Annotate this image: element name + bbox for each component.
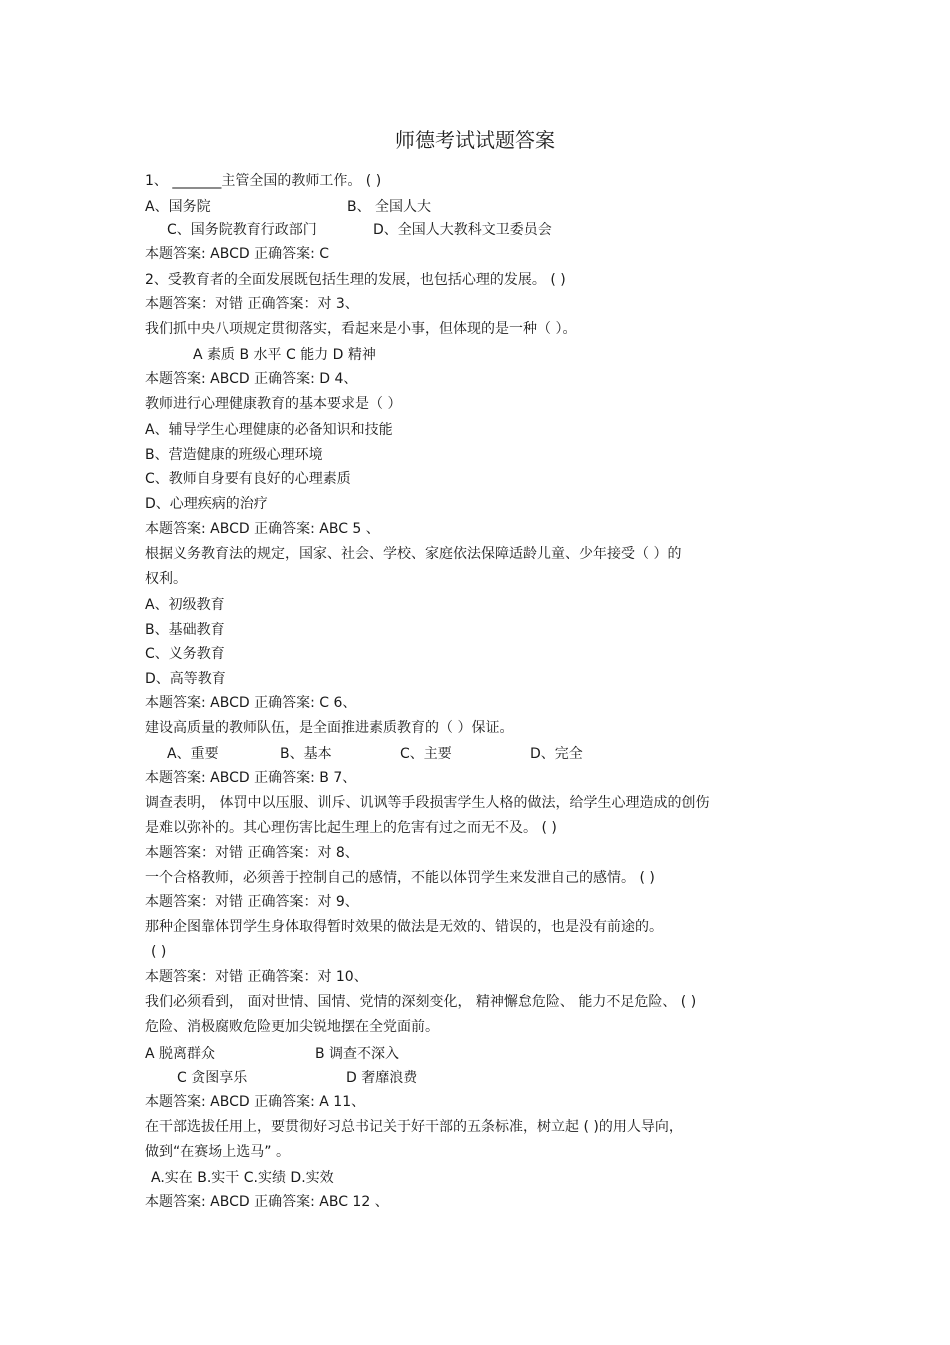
question-line: 我们抓中央八项规定贯彻落实，看起来是小事，但体现的是一种（ ）。	[145, 321, 577, 337]
question-line: 调查表明， 体罚中以压服、训斥、讥讽等手段损害学生人格的做法，给学生心理造成的创伤	[145, 795, 710, 811]
question-line: 权利。	[145, 571, 187, 587]
option-line: D、心理疾病的治疗	[145, 496, 268, 512]
question-line: 教师进行心理健康教育的基本要求是（ ）	[145, 396, 402, 412]
answer-line: 本题答案: ABCD 正确答案: C 6、	[145, 695, 357, 711]
option-line: C、主要	[400, 746, 452, 762]
answer-line: 本题答案: ABCD 正确答案: ABC 12 、	[145, 1194, 389, 1210]
answer-line: 本题答案：对错 正确答案：对 3、	[145, 296, 359, 312]
option-line: B、 全国人大	[347, 199, 432, 215]
answer-line: 本题答案: ABCD 正确答案: ABC 5 、	[145, 521, 380, 537]
option-line: C、国务院教育行政部门	[167, 222, 317, 238]
option-line: A、辅导学生心理健康的必备知识和技能	[145, 422, 393, 438]
answer-line: 本题答案: ABCD 正确答案: A 11、	[145, 1094, 366, 1110]
option-line: A、初级教育	[145, 597, 225, 613]
option-line: A.实在 B.实干 C.实绩 D.实效	[151, 1170, 334, 1186]
option-line: A 脱离群众	[145, 1046, 216, 1062]
answer-line: 本题答案: ABCD 正确答案: D 4、	[145, 371, 358, 387]
option-line: D、高等教育	[145, 671, 226, 687]
answer-line: 本题答案: ABCD 正确答案: B 7、	[145, 770, 357, 786]
question-line: 2、受教育者的全面发展既包括生理的发展，也包括心理的发展。 ( )	[145, 272, 566, 288]
answer-line: 本题答案: ABCD 正确答案: C	[145, 246, 330, 262]
option-line: D 奢靡浪费	[346, 1070, 418, 1086]
option-line: A、重要	[167, 746, 219, 762]
answer-line: 本题答案：对错 正确答案：对 9、	[145, 894, 359, 910]
question-line: 做到“在赛场上选马” 。	[145, 1144, 290, 1160]
option-line: C、教师自身要有良好的心理素质	[145, 471, 351, 487]
question-line: 我们必须看到， 面对世情、国情、党情的深刻变化， 精神懈怠危险、 能力不足危险、 ( )	[145, 994, 697, 1010]
question-line: 那种企图靠体罚学生身体取得暂时效果的做法是无效的、错误的，也是没有前途的。	[145, 919, 663, 935]
question-line: ( )	[151, 944, 167, 960]
question-line: 是难以弥补的。其心理伤害比起生理上的危害有过之而无不及。 ( )	[145, 820, 557, 836]
option-line: A 素质 B 水平 C 能力 D 精神	[193, 347, 376, 363]
question-line: 根据义务教育法的规定，国家、社会、学校、家庭依法保障适龄儿童、少年接受（ ）的	[145, 546, 682, 562]
option-line: B 调查不深入	[315, 1046, 400, 1062]
option-line: B、基础教育	[145, 622, 225, 638]
document-title: 师德考试试题答案	[395, 128, 555, 152]
answer-line: 本题答案：对错 正确答案：对 8、	[145, 845, 359, 861]
option-line: D、全国人大教科文卫委员会	[373, 222, 552, 238]
question-line: 在干部选拔任用上，要贯彻好习总书记关于好干部的五条标准，树立起 ( )的用人导向，	[145, 1119, 683, 1135]
answer-line: 本题答案：对错 正确答案：对 10、	[145, 969, 368, 985]
question-line: 一个合格教师，必须善于控制自己的感情，不能以体罚学生来发泄自己的感情。 ( )	[145, 870, 655, 886]
option-line: D、完全	[530, 746, 583, 762]
option-line: B、营造健康的班级心理环境	[145, 447, 323, 463]
option-line: B、基本	[280, 746, 332, 762]
question-line: 危险、消极腐败危险更加尖锐地摆在全党面前。	[145, 1019, 439, 1035]
question-line: 建设高质量的教师队伍，是全面推进素质教育的（ ）保证。	[145, 720, 514, 736]
question-line: 1、 _______主管全国的教师工作。 ( )	[145, 173, 382, 189]
option-line: C、义务教育	[145, 646, 225, 662]
option-line: C 贪图享乐	[177, 1070, 248, 1086]
option-line: A、国务院	[145, 199, 211, 215]
